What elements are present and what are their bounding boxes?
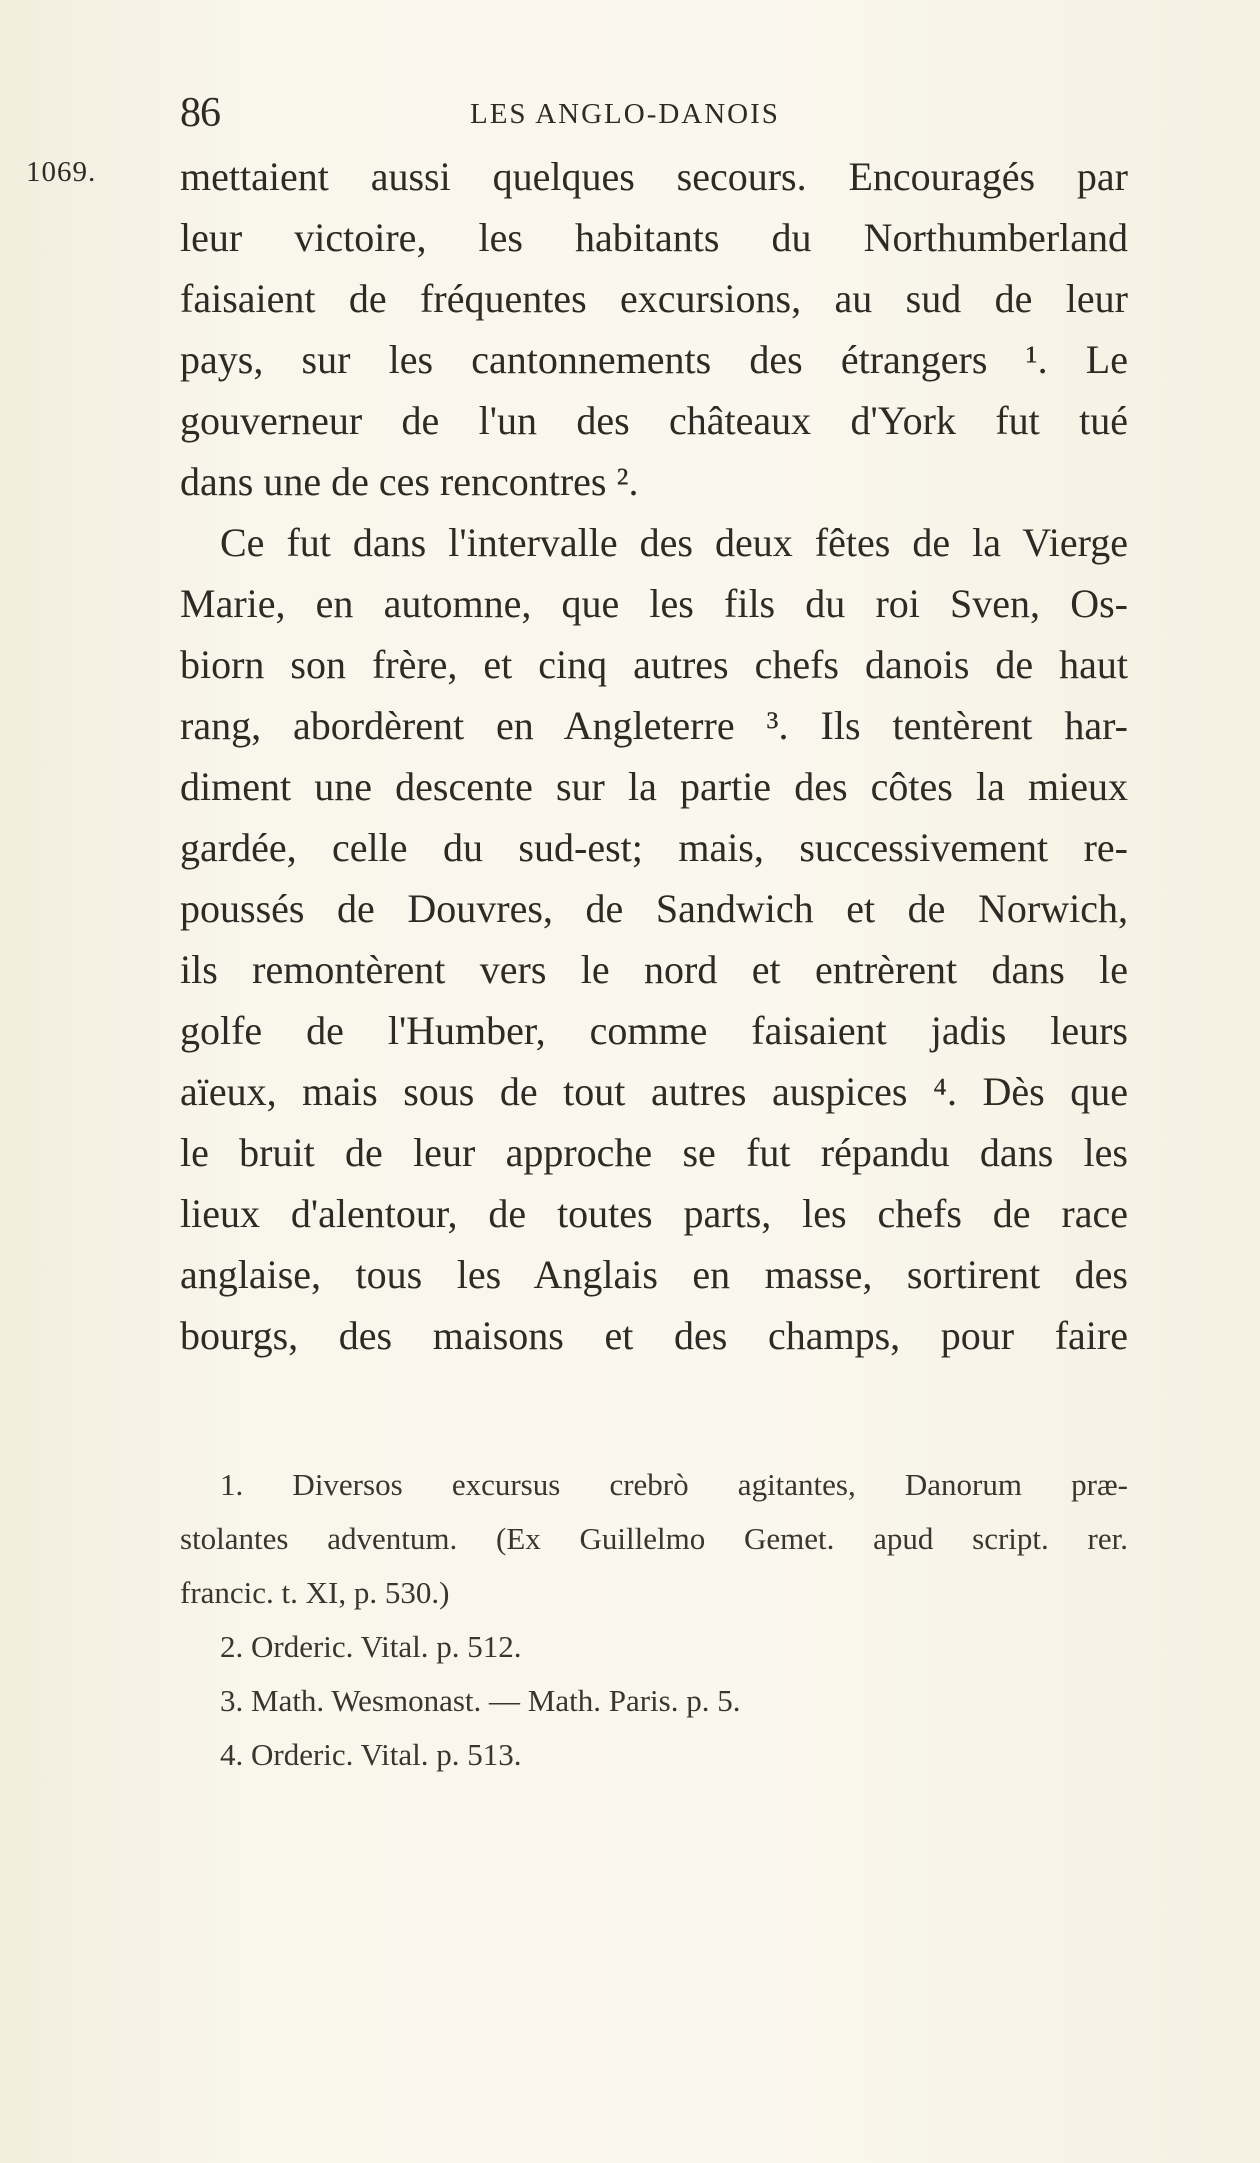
body-line: anglaise, tous les Anglais en masse, sortirent des: [180, 1252, 1128, 1297]
body-line: gardée, celle du sud-est; mais, successivement re-: [180, 825, 1128, 870]
body-line: dans une de ces rencontres ².: [180, 459, 639, 504]
body-line: biorn son frère, et cinq autres chefs danois de haut: [180, 642, 1128, 687]
body-line: golfe de l'Humber, comme faisaient jadis leurs: [180, 1008, 1128, 1053]
body-line: poussés de Douvres, de Sandwich et de Norwich,: [180, 886, 1128, 931]
body-line-paragraph-start: Ce fut dans l'intervalle des deux fêtes de la Vierge: [220, 520, 1128, 565]
body-line: le bruit de leur approche se fut répandu dans les: [180, 1130, 1128, 1175]
body-text: [180, 146, 1128, 1366]
body-line: lieux d'alentour, de toutes parts, les chefs de race: [180, 1191, 1128, 1236]
footnote-3: 3. Math. Wesmonast. — Math. Paris. p. 5.: [220, 1683, 741, 1718]
body-line: pays, sur les cantonnements des étrangers ¹. Le: [180, 337, 1128, 382]
body-line: faisaient de fréquentes excursions, au sud de leur: [180, 276, 1128, 321]
running-title: LES ANGLO-DANOIS: [470, 98, 780, 130]
body-line: leur victoire, les habitants du Northumberland: [180, 215, 1128, 260]
running-head: [180, 88, 1120, 138]
body-line: diment une descente sur la partie des côtes la mieux: [180, 764, 1128, 809]
margin-year: 1069.: [26, 156, 97, 188]
footnote-1-cont: francic. t. XI, p. 530.): [180, 1575, 450, 1610]
page-number: 86: [180, 90, 220, 136]
footnote-4: 4. Orderic. Vital. p. 513.: [220, 1737, 522, 1772]
body-line: bourgs, des maisons et des champs, pour faire: [180, 1313, 1128, 1358]
footnotes: [180, 1458, 1128, 1782]
body-line: Marie, en automne, que les fils du roi Sven, Os-: [180, 581, 1128, 626]
body-line: ils remontèrent vers le nord et entrèrent dans le: [180, 947, 1128, 992]
footnote-2: 2. Orderic. Vital. p. 512.: [220, 1629, 522, 1664]
body-line: aïeux, mais sous de tout autres auspices ⁴. Dès que: [180, 1069, 1128, 1114]
body-line: gouverneur de l'un des châteaux d'York fut tué: [180, 398, 1128, 443]
footnote-1-cont: stolantes adventum. (Ex Guillelmo Gemet. apud script. rer.: [180, 1521, 1128, 1556]
body-line: rang, abordèrent en Angleterre ³. Ils tentèrent har-: [180, 703, 1128, 748]
footnote-1: 1. Diversos excursus crebrò agitantes, Danorum præ-: [220, 1467, 1128, 1502]
body-line: mettaient aussi quelques secours. Encouragés par: [180, 154, 1128, 199]
